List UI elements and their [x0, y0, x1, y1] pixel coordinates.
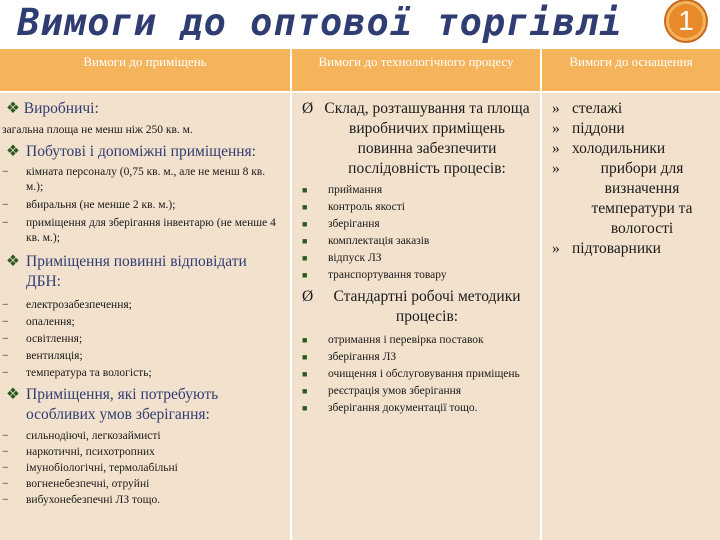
- chevron-bullet-icon: »: [552, 140, 560, 157]
- square-bullet-icon: ■: [302, 352, 308, 362]
- list-item: − електрозабезпечення;: [2, 299, 132, 311]
- special-label: Приміщення, які потребують особливих умов зберігання: [26, 386, 219, 423]
- special-list: [2, 429, 284, 508]
- list-item: − вогненебезпечні, отруйні: [2, 478, 150, 490]
- square-bullet-icon: ■: [302, 236, 308, 246]
- slide-number-badge: 1: [666, 1, 706, 41]
- list-item: − імунобіологічні, термолабільні: [2, 462, 178, 474]
- list-item: » підтоварники: [552, 240, 661, 257]
- square-bullet-icon: ■: [302, 202, 308, 212]
- dbn-heading: ❖ Приміщення повинні відповідати ДБН:: [6, 253, 247, 290]
- list-item: − вбиральня (не менше 2 кв. м.);: [2, 199, 176, 211]
- dbn-list: [2, 298, 284, 381]
- chevron-bullet-icon: »: [552, 120, 560, 137]
- diamond-bullet-icon: ❖: [6, 100, 20, 117]
- list-item: ■ контроль якості: [302, 201, 405, 213]
- household-list: [2, 165, 284, 246]
- list-item: ■ реєстрація умов зберігання: [302, 385, 462, 397]
- list-item: ■ отримання і перевірка поставок: [302, 334, 484, 346]
- square-bullet-icon: ■: [302, 386, 308, 396]
- list-item: − приміщення для зберігання інвентарю (не менше 4 кв. м.);: [2, 217, 276, 244]
- section-methods-list: [298, 333, 536, 416]
- list-item: ■ комплектація заказів: [302, 235, 430, 247]
- list-item: » холодильники: [552, 140, 666, 157]
- production-heading: ❖ Виробничі:: [6, 100, 99, 117]
- chevron-bullet-icon: »: [552, 100, 560, 117]
- list-item: − температура та вологість;: [2, 367, 152, 379]
- household-heading: ❖ Побутові і допоміжні приміщення:: [6, 143, 256, 160]
- premises-column: [0, 93, 290, 540]
- square-bullet-icon: ■: [302, 219, 308, 229]
- list-item: » піддони: [552, 120, 625, 137]
- list-item: ■ транспортування товару: [302, 269, 447, 281]
- list-item: − наркотичні, психотропних: [2, 446, 155, 458]
- production-text: загальна площа не менш ніж 250 кв. м.: [2, 124, 193, 136]
- list-item: ■ відпуск ЛЗ: [302, 252, 382, 264]
- square-bullet-icon: ■: [302, 253, 308, 263]
- dbn-label: Приміщення повинні відповідати ДБН: [26, 253, 247, 290]
- list-item: ■ зберігання документації тощо.: [302, 402, 478, 414]
- list-item: − вентиляція;: [2, 350, 83, 362]
- list-item: » стелажі: [552, 100, 623, 117]
- household-label: Побутові і допоміжні приміщення: [26, 143, 252, 160]
- list-item: » прибори для визначення температури та вологості: [552, 160, 693, 237]
- arrow-bullet-icon: Ø: [302, 100, 314, 117]
- square-bullet-icon: ■: [302, 403, 308, 413]
- special-heading: ❖ Приміщення, які потребують особливих умов зберігання:: [6, 386, 219, 423]
- header-equipment: Вимоги до оснащення: [542, 49, 720, 91]
- process-column: [292, 93, 540, 540]
- list-item: ■ очищення і обслуговування приміщень: [302, 368, 520, 380]
- diamond-bullet-icon: ❖: [6, 143, 20, 160]
- list-item: − кімната персоналу (0,75 кв. м., але не менш 8 кв. м.);: [2, 166, 266, 193]
- list-item: ■ зберігання: [302, 218, 380, 230]
- header-process: Вимоги до технологічного процесу: [292, 49, 540, 91]
- chevron-bullet-icon: »: [552, 240, 560, 257]
- production-label: Виробничі: [23, 100, 95, 117]
- section-layout-heading: Ø Склад, розташування та площа виробничих приміщень повинна забезпечити послідовність процесів:: [302, 100, 530, 177]
- header-premises: Вимоги до приміщень: [0, 49, 290, 91]
- list-item: − освітлення;: [2, 333, 83, 345]
- list-item: − сильнодіючі, легкозаймисті: [2, 430, 161, 442]
- section-layout-list: [298, 183, 536, 283]
- list-item: − вибухонебезпечні ЛЗ тощо.: [2, 494, 161, 506]
- square-bullet-icon: ■: [302, 185, 308, 195]
- section-methods-heading: Ø Стандартні робочі методики процесів:: [302, 288, 521, 325]
- list-item: ■ приймання: [302, 184, 383, 196]
- list-item: ■ зберігання ЛЗ: [302, 351, 397, 363]
- square-bullet-icon: ■: [302, 335, 308, 345]
- square-bullet-icon: ■: [302, 270, 308, 280]
- diamond-bullet-icon: ❖: [6, 386, 20, 403]
- square-bullet-icon: ■: [302, 369, 308, 379]
- equipment-column: [542, 93, 720, 540]
- arrow-bullet-icon: Ø: [302, 288, 314, 305]
- chevron-bullet-icon: »: [552, 160, 560, 177]
- slide-title: Вимоги до оптової торгівлі: [17, 1, 623, 44]
- list-item: − опалення;: [2, 316, 75, 328]
- diamond-bullet-icon: ❖: [6, 253, 20, 270]
